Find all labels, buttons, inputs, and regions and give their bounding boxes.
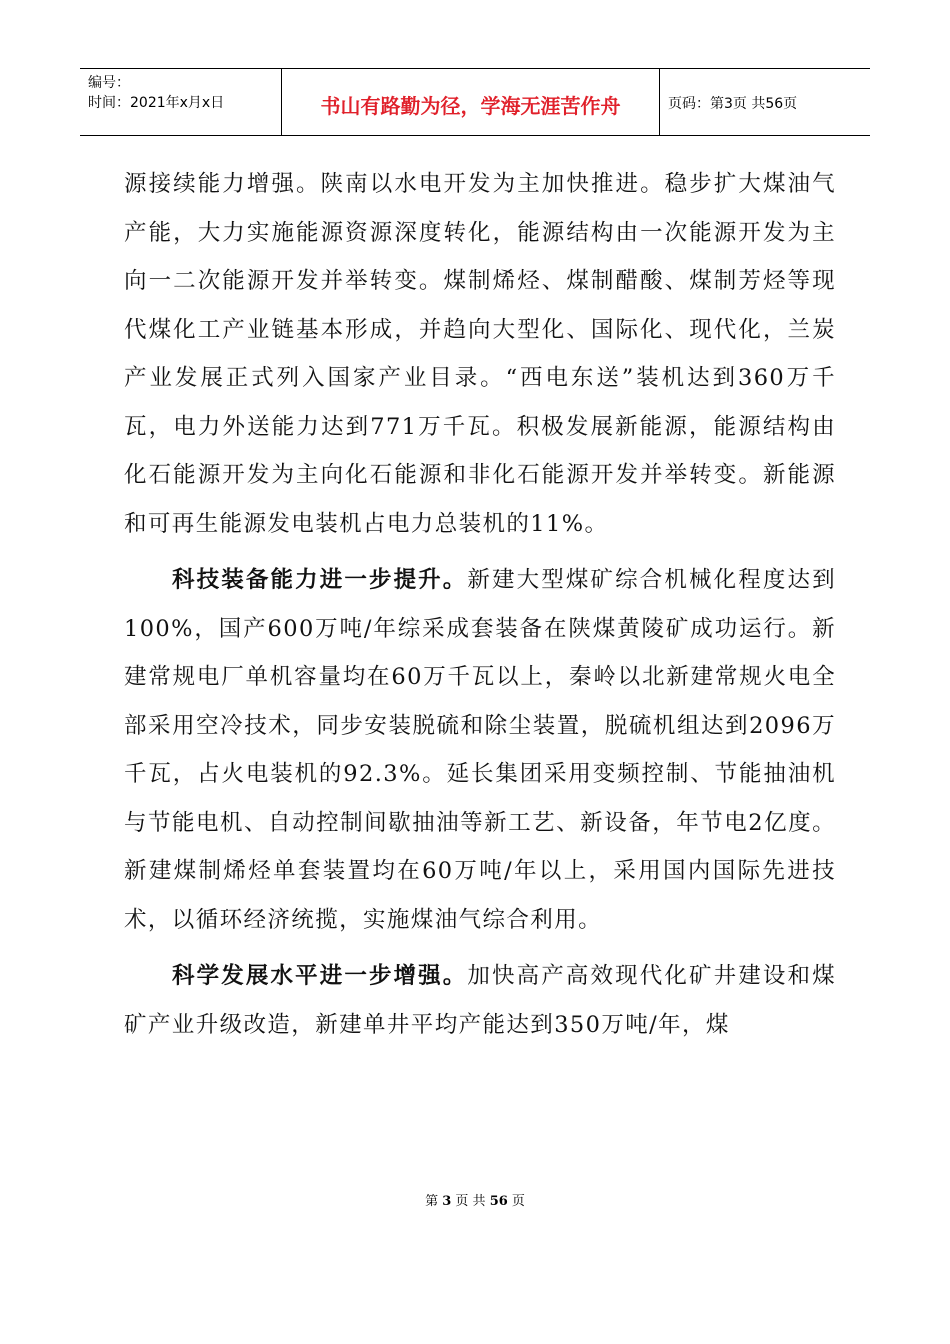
- header-motto: 书山有路勤为径，学海无涯苦作舟: [282, 69, 660, 135]
- footer-total-pages: 56: [489, 1194, 508, 1209]
- paragraph-2-lead: 科技装备能力进一步提升。: [172, 567, 468, 593]
- paragraph-3: [124, 952, 836, 1049]
- page-footer: [0, 1190, 950, 1209]
- paragraph-1: [124, 160, 836, 548]
- footer-middle: 页 共: [455, 1194, 486, 1209]
- header-page-info: 页码：第3页 共56页: [668, 96, 798, 112]
- footer-current-page: 3: [442, 1194, 452, 1209]
- footer-prefix: 第: [425, 1194, 439, 1209]
- footer-suffix: 页: [511, 1194, 525, 1209]
- paragraph-1-text: 源接续能力增强。陕南以水电开发为主加快推进。稳步扩大煤油气产能，大力实施能源资源深度转化，能源结构由一次能源开发为主向一二次能源开发并举转变。煤制烯烃、煤制醋酸、煤制芳烃等现代煤化工产业链基本形成，并趋向大型化、国际化、现代化，兰炭产业发展正式列入国家产业目录。“西电东送”装机达到360万千瓦，电力外送能力达到771万千瓦。积极发展新能源，能源结构由化石能源开发为主向化石能源和非化石能源开发并举转变。新能源和可再生能源发电装机占电力总装机的11%。: [124, 171, 836, 537]
- document-body: [124, 160, 836, 1049]
- paragraph-3-lead: 科学发展水平进一步增强。: [172, 963, 468, 989]
- paragraph-2: [124, 556, 836, 944]
- doc-id-label: 编号：: [88, 75, 130, 91]
- page-header: [80, 68, 870, 136]
- doc-time-label: 时间：2021年x月x日: [88, 95, 225, 111]
- paragraph-3-text: 加快高产高效现代化矿井建设和煤矿产业升级改造，新建单井平均产能达到350万吨/年，煤: [124, 963, 836, 1038]
- paragraph-2-text: 新建大型煤矿综合机械化程度达到100%，国产600万吨/年综采成套装备在陕煤黄陵矿成功运行。新建常规电厂单机容量均在60万千瓦以上，秦岭以北新建常规火电全部采用空冷技术，同步安装脱硫和除尘装置，脱硫机组达到2096万千瓦，占火电装机的92.3%。延长集团采用变频控制、节能抽油机与节能电机、自动控制间歇抽油等新工艺、新设备，年节电2亿度。新建煤制烯烃单套装置均在60万吨/年以上，采用国内国际先进技术，以循环经济统揽，实施煤油气综合利用。: [124, 567, 836, 933]
- header-meta: [80, 69, 282, 135]
